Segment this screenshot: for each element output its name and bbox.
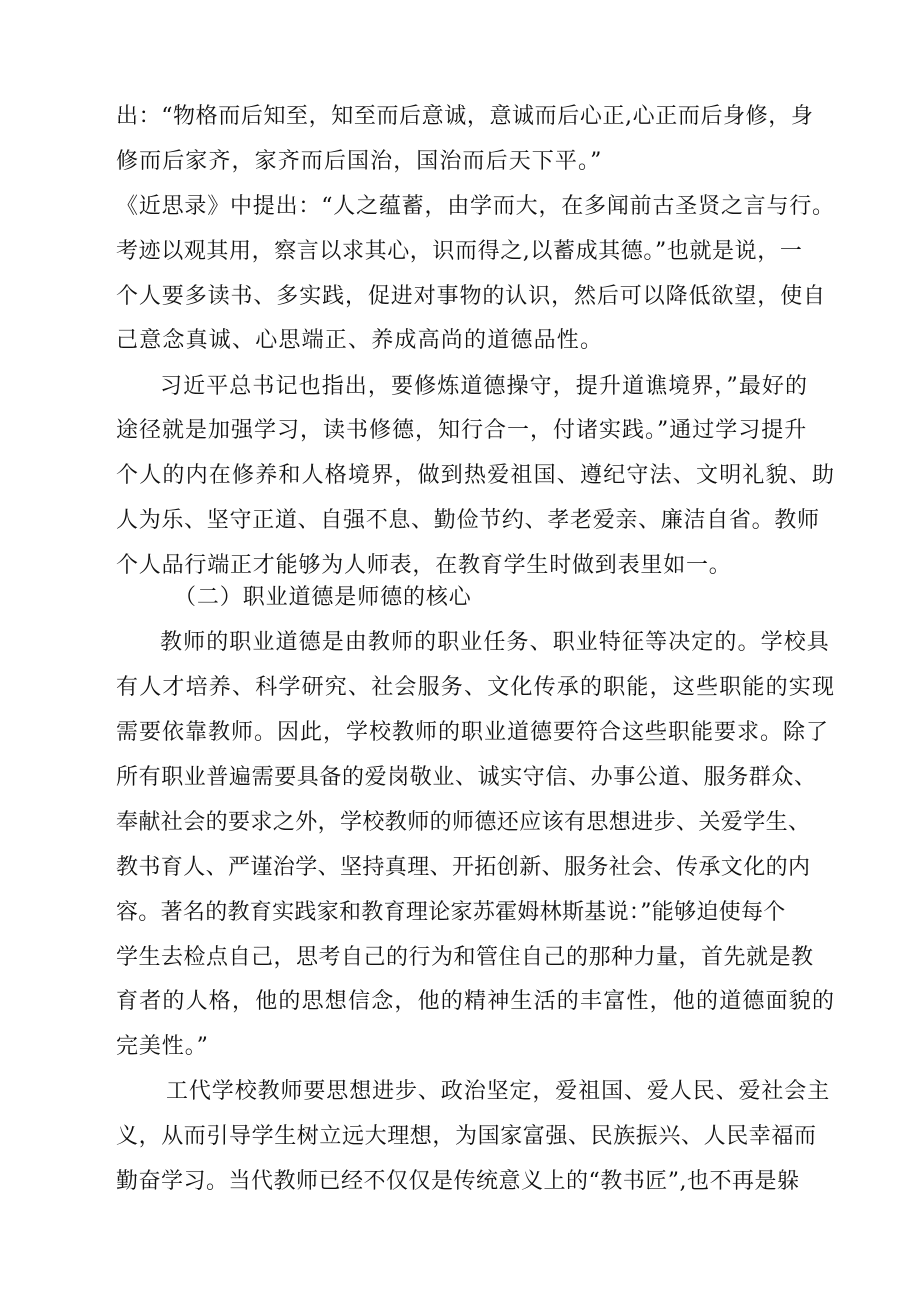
text-line: 育者的人格，他的思想信念，他的精神生活的丰富性，他的道德面貌的 (116, 989, 836, 1014)
text-line: 工代学校教师要思想进步、政治坚定，爱祖国、爱人民、爱社会主 (166, 1079, 831, 1104)
text-line: 勤奋学习。当代教师已经不仅仅是传统意义上的“教书匠”,也不再是躲 (116, 1169, 800, 1194)
text-line: 容。著名的教育实践家和教育理论家苏霍姆林斯基说：”能够迫使每个 (116, 900, 786, 925)
text-line: 人为乐、坚守正道、自强不息、勤俭节约、孝老爱亲、廉洁自省。教师 (116, 508, 820, 533)
text-line: 出：“物格而后知至，知至而后意诚，意诚而后心正,心正而后身修，身 (116, 104, 814, 129)
text-line: 完美性。” (116, 1034, 209, 1059)
text-line: 考迹以观其用，察言以求其心，识而得之,以蓄成其德。”也就是说，一 (116, 239, 803, 264)
text-line: 个人要多读书、多实践，促进对事物的认识，然后可以降低欲望，使自 (116, 284, 826, 309)
text-line: 教师的职业道德是由教师的职业任务、职业特征等决定的。学校具 (160, 630, 830, 655)
text-line: 个人的内在修养和人格境界，做到热爱祖国、遵纪守法、文明礼貌、助 (116, 463, 836, 488)
text-line: 需要依靠教师。因此，学校教师的职业道德要符合这些职能要求。除了 (116, 720, 830, 745)
text-line: 奉献社会的要求之外，学校教师的师德还应该有思想进步、关爱学生、 (116, 810, 811, 835)
text-line: 学生去检点自己，思考自己的行为和管住自己的那种力量，首先就是教 (116, 945, 814, 970)
section-heading: （二）职业道德是师德的核心 (174, 585, 472, 610)
text-line: 途径就是加强学习，读书修德，知行合一，付诸实践。”通过学习提升 (116, 418, 808, 443)
text-line: 己意念真诚、心思端正、养成高尚的道德品性。 (116, 328, 604, 353)
text-line: 所有职业普遍需要具备的爱岗敬业、诚实守信、办事公道、服务群众、 (116, 765, 817, 790)
text-line: 教书育人、严谨治学、坚持真理、开拓创新、服务社会、传承文化的内 (116, 855, 811, 880)
text-line: 个人品行端正才能够为人师表，在教育学生时做到表里如一。 (116, 553, 732, 578)
text-line: 《近思录》中提出：“人之蕴蓄，由学而大，在多闻前古圣贤之言与行。 (116, 194, 835, 219)
text-line: 修而后家齐，家齐而后国治，国治而后天下平。” (116, 149, 603, 174)
text-line: 有人才培养、科学研究、社会服务、文化传承的职能，这些职能的实现 (116, 675, 836, 700)
text-line: 习近平总书记也指出，要修炼道德操守，提升道谯境界，”最好的 (160, 374, 809, 399)
text-line: 义，从而引导学生树立远大理想，为国家富强、民族振兴、人民幸福而 (116, 1124, 817, 1149)
